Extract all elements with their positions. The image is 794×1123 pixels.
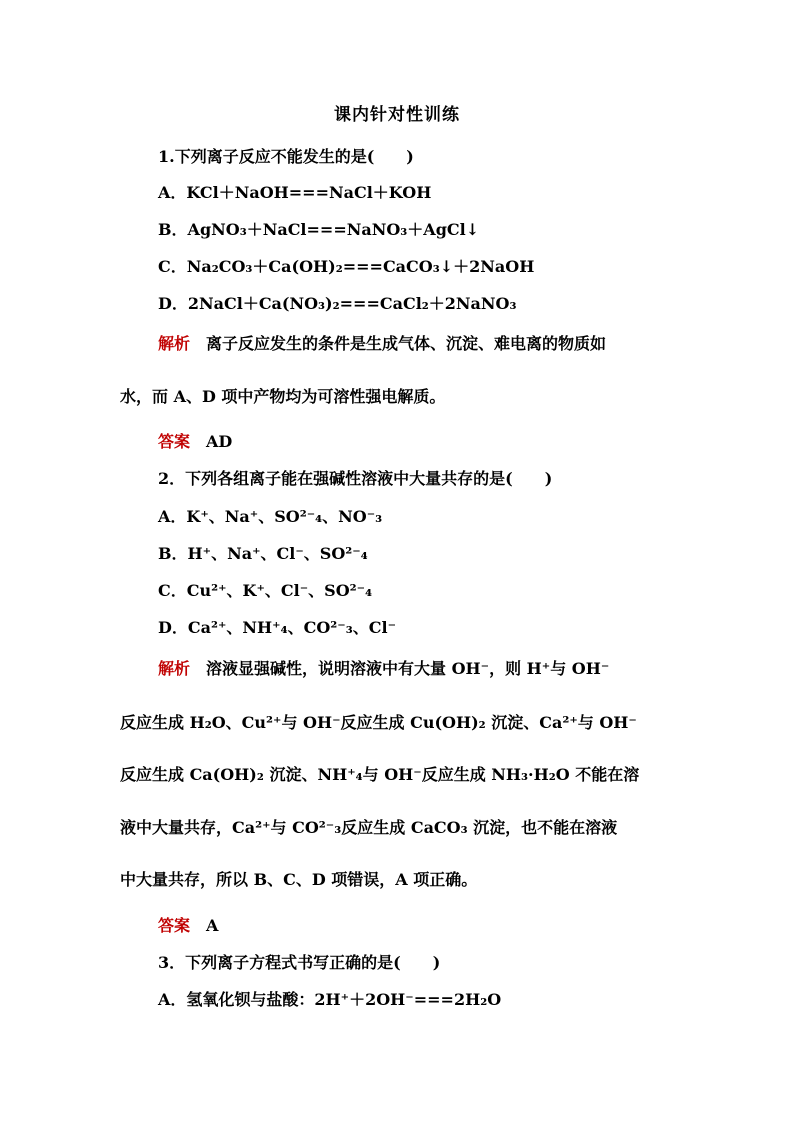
analysis-label: 解析 xyxy=(158,659,191,678)
question-3-option-a: A．氢氧化钡与盐酸：2H⁺＋2OH⁻===2H₂O xyxy=(158,990,502,1009)
answer-label: 答案 xyxy=(158,916,191,935)
question-1-option-a: A．KCl＋NaOH===NaCl＋KOH xyxy=(158,183,432,202)
question-2-analysis-line-5: 中大量共存，所以 B、C、D 项错误，A 项正确。 xyxy=(120,870,478,889)
question-2-option-a: A．K⁺、Na⁺、SO²⁻₄、NO⁻₃ xyxy=(158,507,383,526)
page-title: 课内针对性训练 xyxy=(334,105,460,125)
question-1-analysis-line-1: 解析 离子反应发生的条件是生成气体、沉淀、难电离的物质如 xyxy=(158,334,607,353)
question-1-option-c: C．Na₂CO₃＋Ca(OH)₂===CaCO₃↓＋2NaOH xyxy=(158,257,535,276)
question-2-analysis-line-1: 解析 溶液显强碱性，说明溶液中有大量 OH⁻，则 H⁺与 OH⁻ xyxy=(158,659,610,678)
question-2-option-b: B．H⁺、Na⁺、Cl⁻、SO²⁻₄ xyxy=(158,544,368,563)
question-2-analysis-line-3: 反应生成 Ca(OH)₂ 沉淀、NH⁺₄与 OH⁻反应生成 NH₃·H₂O 不能在溶 xyxy=(120,765,640,784)
question-1-analysis-line-2: 水，而 A、D 项中产物均为可溶性强电解质。 xyxy=(120,387,446,406)
question-3-stem: 3．下列离子方程式书写正确的是( ) xyxy=(158,953,441,972)
question-2-option-d: D．Ca²⁺、NH⁺₄、CO²⁻₃、Cl⁻ xyxy=(158,618,397,637)
question-2-stem: 2．下列各组离子能在强碱性溶液中大量共存的是( ) xyxy=(158,469,553,488)
question-2-option-c: C．Cu²⁺、K⁺、Cl⁻、SO²⁻₄ xyxy=(158,581,373,600)
answer-label: 答案 xyxy=(158,432,191,451)
question-2-analysis-line-2: 反应生成 H₂O、Cu²⁺与 OH⁻反应生成 Cu(OH)₂ 沉淀、Ca²⁺与 OH⁻ xyxy=(120,713,637,732)
question-1-stem: 1.下列离子反应不能发生的是( ) xyxy=(158,147,414,166)
question-1-answer: 答案 AD xyxy=(158,432,233,451)
question-1-option-b: B．AgNO₃＋NaCl===NaNO₃＋AgCl↓ xyxy=(158,220,480,239)
question-1-option-d: D．2NaCl＋Ca(NO₃)₂===CaCl₂＋2NaNO₃ xyxy=(158,294,517,313)
analysis-label: 解析 xyxy=(158,334,191,353)
question-2-answer: 答案 A xyxy=(158,916,219,935)
question-2-analysis-line-4: 液中大量共存，Ca²⁺与 CO²⁻₃反应生成 CaCO₃ 沉淀，也不能在溶液 xyxy=(120,818,618,837)
